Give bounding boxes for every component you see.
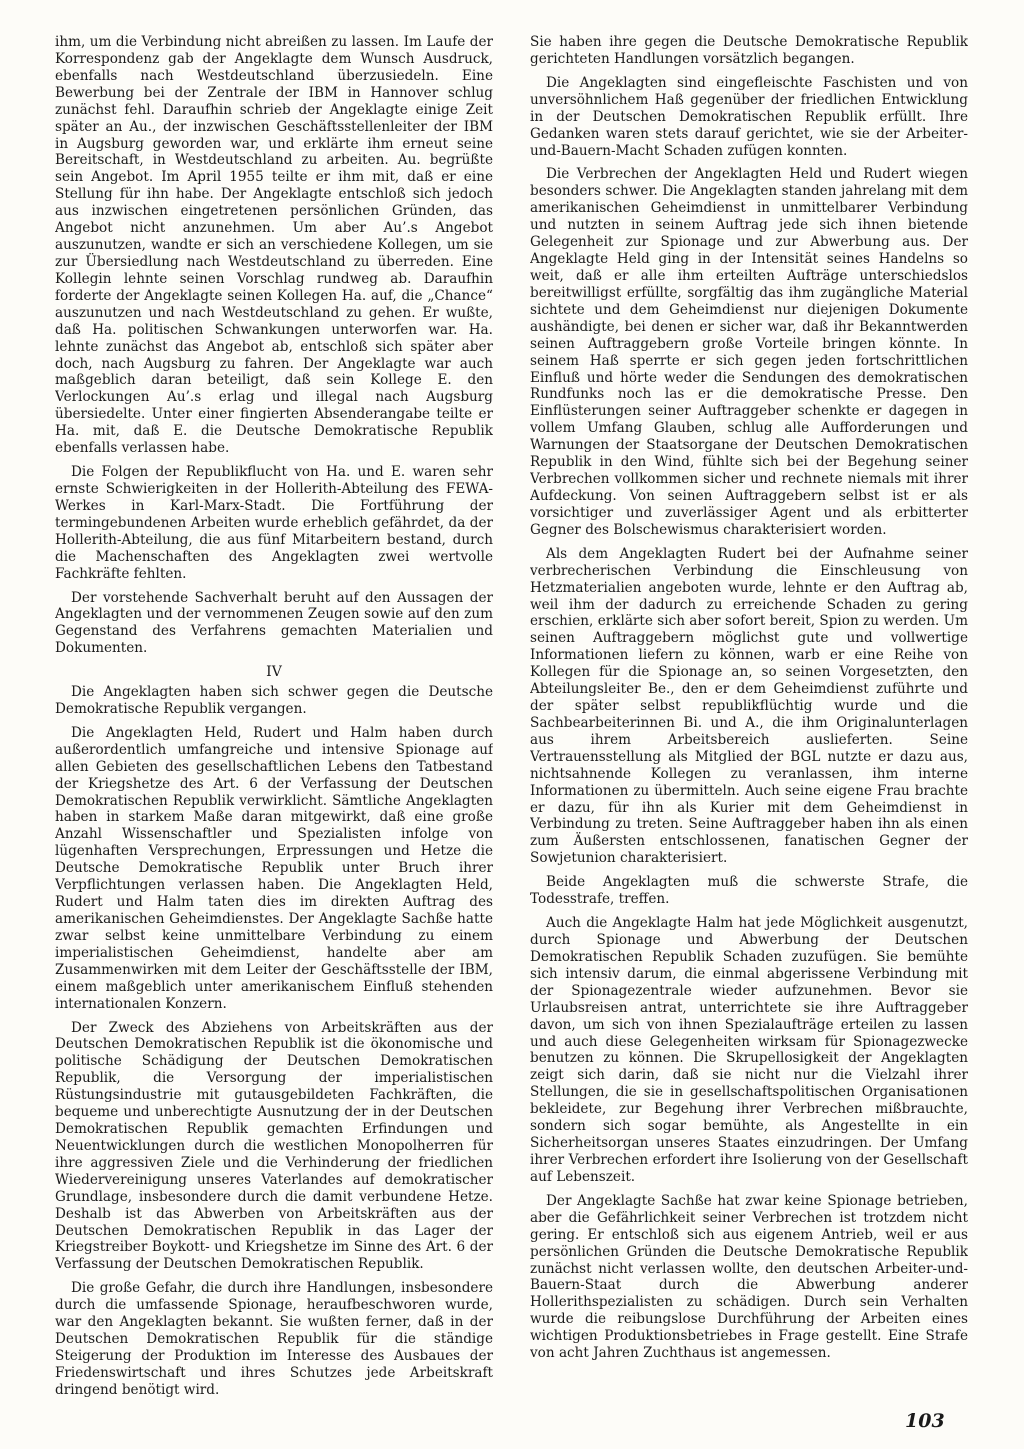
paragraph: Die Folgen der Republikflucht von Ha. und E. waren sehr ernste Schwierigkeiten in der Hollerith-Abteilung des FEWA-Werkes in Karl-Marx-Stadt. Die Fortführung der termingebundenen Arbeiten wurde erheblich gefährdet, da der Hollerith-Abteilung, die aus fünf Mitarbeitern bestand, durch die Machenschaften des Angeklagten zwei wertvolle Fachkräfte fehlten. — [55, 464, 493, 582]
paragraph: Der Zweck des Abziehens von Arbeitskräften aus der Deutschen Demokratischen Republik ist die ökonomische und politische Schädigung der Deutschen Demokratischen Republik, die Versorgung der imperialistischen Rüstungsindustrie mit gutausgebildeten Fachkräften, die bequeme und unberechtigte Ausnutzung der in der Deutschen Demokratischen Republik gemachten Erfindungen und Neuentwicklungen durch die westlichen Monopolherren für ihre aggressiven Ziele und die Verhinderung der friedlichen Wiedervereinigung unseres Vaterlandes auf demokratischer Grundlage, insbesondere durch die damit verbundene Hetze. Deshalb ist das Abwerben von Arbeitskräften aus der Deutschen Demokratischen Republik in das Lager der Kriegstreiber Boykott- und Kriegshetze im Sinne des Art. 6 der Verfassung der Deutschen Demokratischen Republik. — [55, 1019, 493, 1273]
paragraph: Die Angeklagten Held, Rudert und Halm haben durch außerordentlich umfangreiche und intensive Spionage auf allen Gebieten des gesellschaftlichen Lebens den Tatbestand der Kriegshetze des Art. 6 der Verfassung der Deutschen Demokratischen Republik verwirklicht. Sämtliche Angeklagten haben in starkem Maße daran mitgewirkt, daß eine große Anzahl Wissenschaftler und Spezialisten infolge von lügenhaften Versprechungen, Erpressungen und Hetze die Deutsche Demokratische Republik unter Bruch ihrer Verpflichtungen verlassen haben. Die Angeklagten Held, Rudert und Halm taten dies im direkten Auftrag des amerikanischen Geheimdienstes. Der Angeklagte Sachße hatte zwar selbst keine unmittelbare Verbindung zu einem imperialistischen Geheimdienst, handelte aber am Zusammenwirken mit dem Leiter der Geschäftsstelle der IBM, einem maßgeblich unter amerikanischem Einfluß stehenden internationalen Konzern. — [55, 724, 493, 1012]
paragraph: Der vorstehende Sachverhalt beruht auf den Aussagen der Angeklagten und der vernommenen Zeugen sowie auf den zum Gegenstand des Verfahrens gemachten Materialien und Dokumenten. — [55, 589, 493, 657]
paragraph: Die Angeklagten sind eingefleischte Faschisten und von unversöhnlichem Haß gegenüber der friedlichen Entwicklung in der Deutschen Demokratischen Republik erfüllt. Ihre Gedanken waren stets darauf gerichtet, wie sie der Arbeiter-und-Bauern-Macht Schaden zufügen konnten. — [530, 74, 968, 159]
column-gutter — [509, 34, 510, 1404]
paragraph: Die Angeklagten haben sich schwer gegen die Deutsche Demokratische Republik vergangen. — [55, 683, 493, 717]
paragraph: ihm, um die Verbindung nicht abreißen zu lassen. Im Laufe der Korrespondenz gab der Angeklagte dem Wunsch Ausdruck, ebenfalls nach Westdeutschland überzusiedeln. Eine Bewerbung bei der Zentrale der IBM in Hannover schlug zunächst fehl. Daraufhin schrieb der Angeklagte einige Zeit später an Au., der inzwischen Geschäftsstellenleiter der IBM in Augsburg geworden war, und erklärte ihm erneut seine Bereitschaft, in Westdeutschland zu arbeiten. Au. begrüßte sein Angebot. Im April 1955 teilte er ihm mit, daß er eine Stellung für ihn habe. Der Angeklagte entschloß sich jedoch aus inzwischen eingetretenen persönlichen Gründen, das Angebot nicht anzunehmen. Um aber Au’.s Angebot auszunutzen, wandte er sich an verschiedene Kollegen, um sie zur Übersiedlung nach Westdeutschland zu überreden. Eine Kollegin lehnte seinen Vorschlag rundweg ab. Daraufhin forderte der Angeklagte seinen Kollegen Ha. auf, die „Chance“ auszunutzen und nach Westdeutschland zu gehen. Er wußte, daß Ha. politischen Schwankungen unterworfen war. Ha. lehnte zunächst das Angebot ab, entschloß sich später aber doch, nach Augsburg zu fahren. Der Angeklagte war auch maßgeblich daran beteiligt, daß sein Kollege E. den Verlockungen Au’.s erlag und illegal nach Augsburg übersiedelte. Unter einer fingierten Absenderangabe teilte er Ha. mit, daß E. die Deutsche Demokratische Republik ebenfalls verlassen habe. — [55, 34, 493, 457]
paragraph: Beide Angeklagten muß die schwerste Strafe, die Todesstrafe, treffen. — [530, 874, 968, 908]
paragraph: Auch die Angeklagte Halm hat jede Möglichkeit ausgenutzt, durch Spionage und Abwerbung der Deutschen Demokratischen Republik Schaden zuzufügen. Sie bemühte sich intensiv darum, die einmal abgerissene Verbindung mit der Spionagezentrale wieder aufzunehmen. Bevor sie Urlaubsreisen antrat, unterrichtete sie ihre Auftraggeber davon, um sich von ihnen Spezialaufträge erteilen zu lassen und auch diese Gelegenheiten wirksam für Spionagezwecke benutzen zu können. Die Skrupellosigkeit der Angeklagten zeigt sich darin, daß sie nicht nur die Vielzahl ihrer Stellungen, die sie in gesellschaftspolitischen Organisationen bekleidete, zur Begehung ihrer Verbrechen mißbrauchte, sondern sich sogar bemühte, als Angestellte in ein Sicherheitsorgan unseres Staates einzudringen. Der Umfang ihrer Verbrechen erfordert ihre Isolierung von der Gesellschaft auf Lebenszeit. — [530, 915, 968, 1185]
paragraph: Der Angeklagte Sachße hat zwar keine Spionage betrieben, aber die Gefährlichkeit seiner Verbrechen ist trotzdem nicht gering. Er entschloß sich aus eigenem Antrieb, weil er aus persönlichen Gründen die Deutsche Demokratische Republik zunächst nicht verlassen wollte, den deutschen Arbeiter-und-Bauern-Staat durch die Abwerbung anderer Hollerithspezialisten zu schädigen. Durch sein Verhalten wurde die reibungslose Durchführung der Arbeiten eines wichtigen Produktionsbetriebes in Frage gestellt. Eine Strafe von acht Jahren Zuchthaus ist angemessen. — [530, 1192, 968, 1362]
left-column — [55, 34, 493, 1404]
page-number: 103 — [905, 1410, 945, 1432]
right-column — [530, 34, 968, 1404]
paragraph: Die große Gefahr, die durch ihre Handlungen, insbesondere durch die umfassende Spionage, heraufbeschworen wurde, war den Angeklagten bekannt. Sie wußten ferner, daß in der Deutschen Demokratischen Republik für die ständige Steigerung der Produktion im Interesse des Ausbaues der Friedenswirtschaft und ihres Schutzes jede Arbeitskraft dringend benötigt wird. — [55, 1280, 493, 1398]
paragraph: Als dem Angeklagten Rudert bei der Aufnahme seiner verbrecherischen Verbindung die Einschleusung von Hetzmaterialien angeboten wurde, lehnte er den Auftrag ab, weil ihm der dadurch zu erreichende Schaden zu gering erschien, erklärte sich aber sofort bereit, Spion zu werden. Um seinen Auftraggebern möglichst gute und vollwertige Informationen liefern zu können, warb er eine Reihe von Kollegen für die Spionage an, so seinen Vorgesetzten, den Abteilungsleiter Be., den er dem Geheimdienst zuführte und der später selbst republikflüchtig wurde und die Sachbearbeiterinnen Bi. und A., die ihm Originalunterlagen aus ihrem Arbeitsbereich auslieferten. Seine Vertrauensstellung als Mitglied der BGL nutzte er dazu aus, nichtsahnende Kollegen zu veranlassen, ihm interne Informationen zu übermitteln. Auch seine eigene Frau brachte er dazu, für ihn als Kurier mit dem Geheimdienst in Verbindung zu treten. Seine Auftraggeber haben ihn als einen zum Äußersten entschlossenen, fanatischen Gegner der Sowjetunion charakterisiert. — [530, 545, 968, 867]
paragraph: Die Verbrechen der Angeklagten Held und Rudert wiegen besonders schwer. Die Angeklagten standen jahrelang mit dem amerikanischen Geheimdienst in unmittelbarer Verbindung und nutzten in seinem Auftrag jede sich ihnen bietende Gelegenheit zur Spionage und zur Abwerbung aus. Der Angeklagte Held ging in der Intensität seines Handelns so weit, daß er alle ihm erteilten Aufträge unterschiedslos bereitwilligst erfüllte, sorgfältig das ihm zugängliche Material sichtete und dem Geheimdienst nur diejenigen Dokumente aushändigte, bei denen er sicher war, daß ihr Bekanntwerden seinen Auftraggebern große Vorteile bringen könnte. In seinem Haß sperrte er sich gegen jeden fortschrittlichen Einfluß und hörte weder die Sendungen des demokratischen Rundfunks noch las er die demokratische Presse. Den Einflüsterungen seiner Auftraggeber schenkte er dagegen in vollem Umfang Glauben, schlug alle Aufforderungen und Warnungen der Staatsorgane der Deutschen Demokratischen Republik in den Wind, fühlte sich bei der Begehung seiner Verbrechen vollkommen sicher und rechnete niemals mit ihrer Aufdeckung. Von seinen Auftraggebern selbst ist er als vorsichtiger und zuverlässiger Agent und als erbitterter Gegner des Bolschewismus charakterisiert worden. — [530, 166, 968, 538]
section-heading: IV — [266, 664, 282, 681]
paragraph: Sie haben ihre gegen die Deutsche Demokratische Republik gerichteten Handlungen vorsätzlich begangen. — [530, 34, 968, 67]
